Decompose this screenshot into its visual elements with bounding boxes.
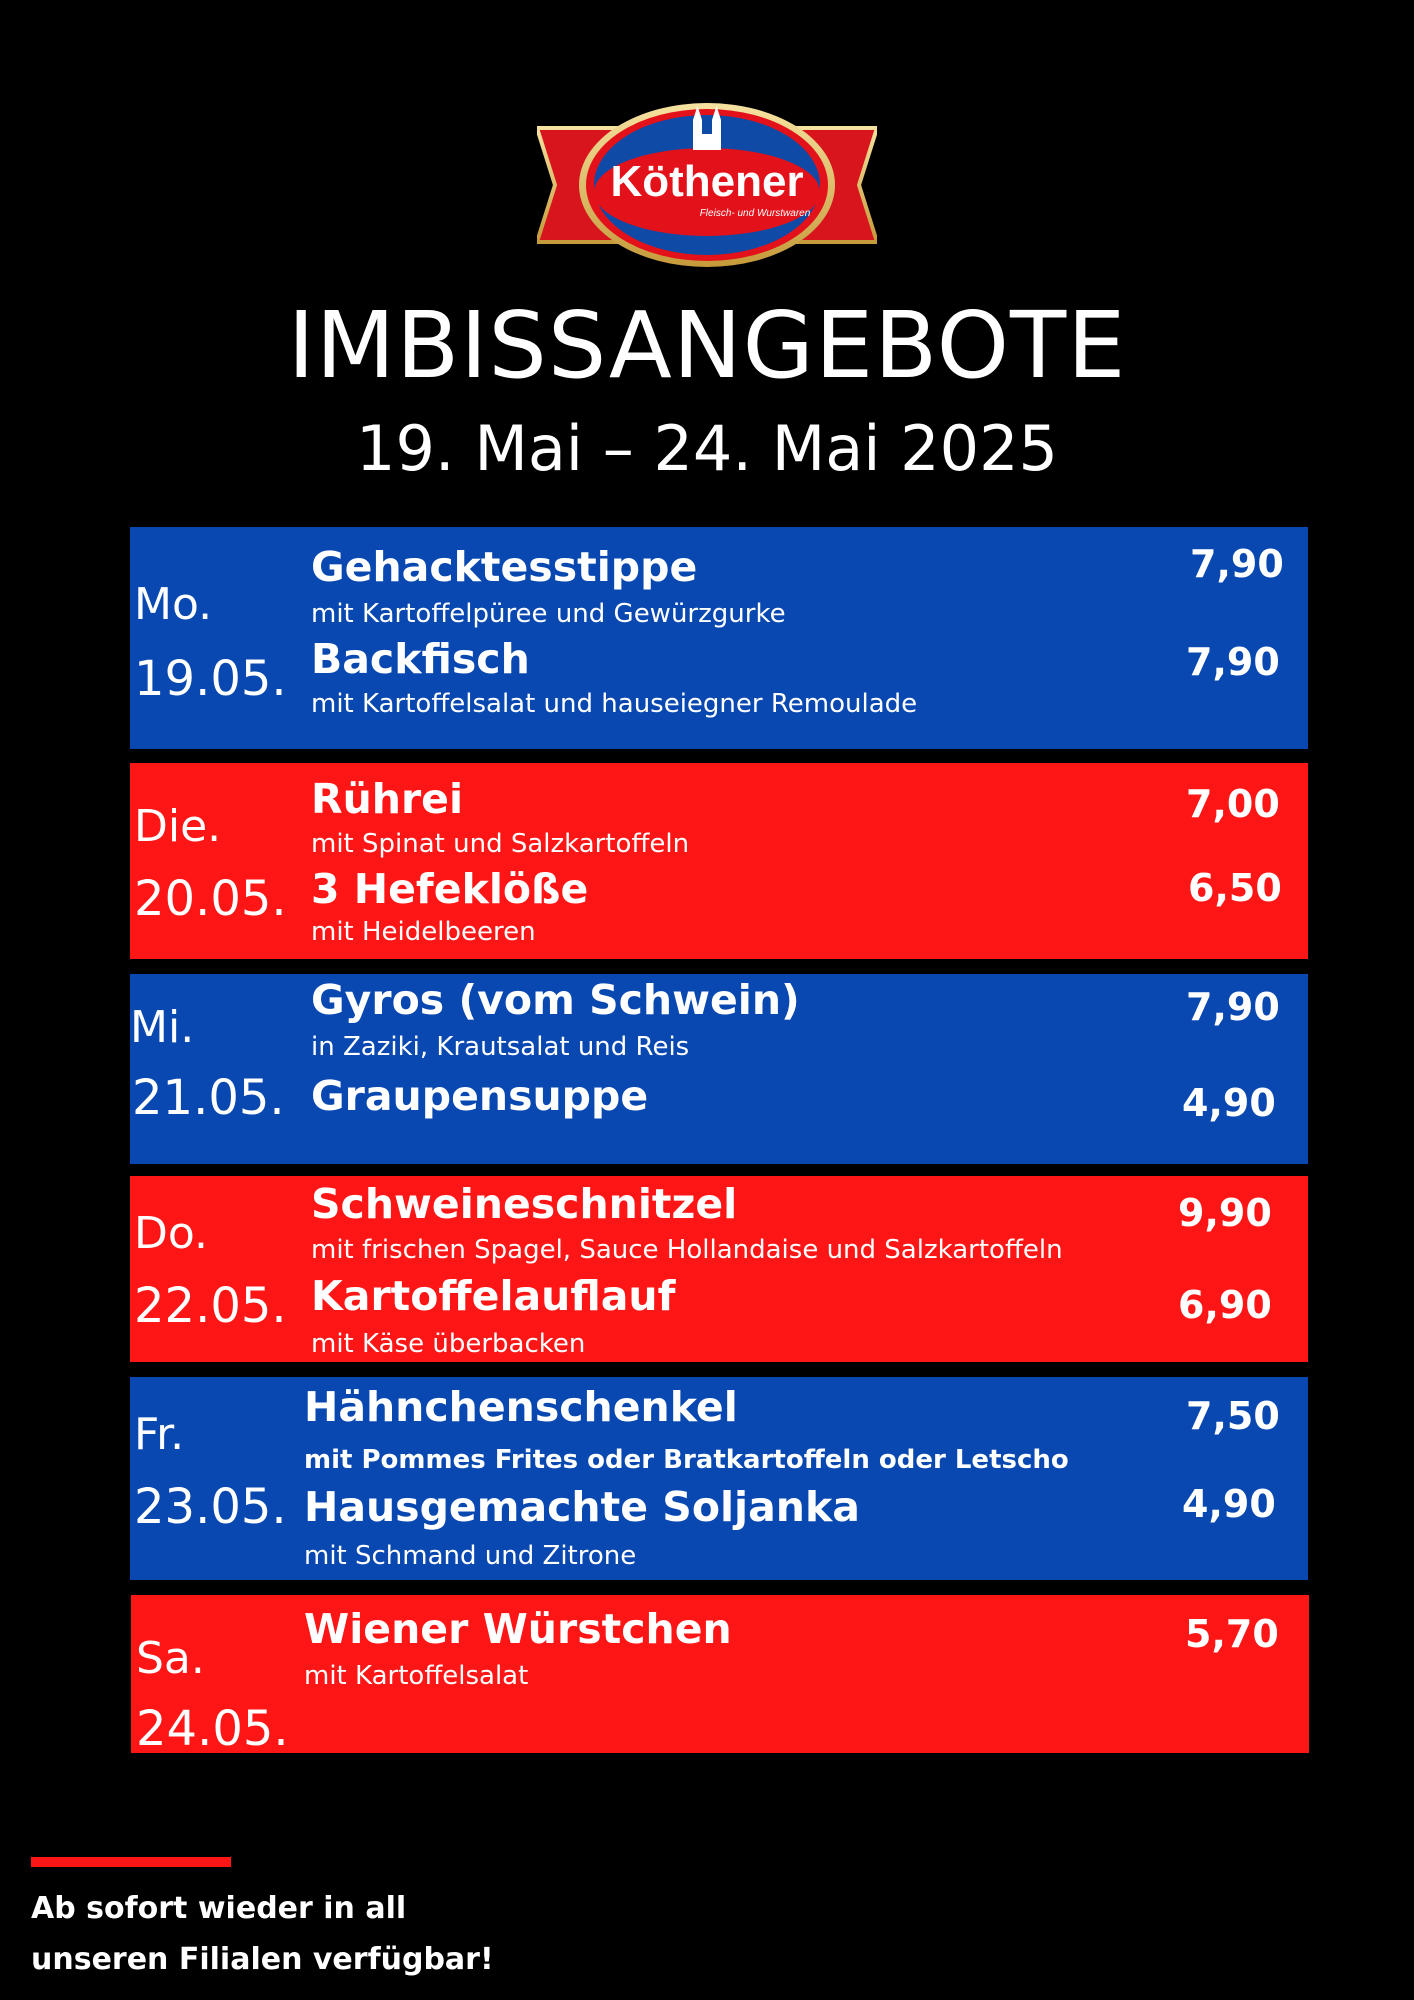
dish-price: 4,90 [1182,1081,1276,1125]
dish-price: 6,50 [1188,866,1282,910]
dish-name: 3 Hefeklöße [311,865,589,913]
dish-price: 7,90 [1190,542,1284,586]
dish-price: 6,90 [1178,1283,1272,1327]
day-block-saturday [131,1595,1309,1757]
day-date: 24.05. [136,1701,289,1757]
day-label: Fr. [134,1409,185,1460]
day-label: Mo. [134,579,213,630]
dish-name: Rührei [311,775,464,823]
dish-name: Gyros (vom Schwein) [311,976,800,1024]
dish-price: 4,90 [1182,1482,1276,1526]
dish-name: Graupensuppe [311,1072,649,1120]
day-label: Sa. [136,1633,205,1684]
dish-name: Kartoffelauflauf [311,1272,676,1320]
dish-description: mit Kartoffelsalat und hauseiegner Remoulade [311,689,918,719]
logo-tagline: Fleisch- und Wurstwaren [699,208,811,219]
day-date: 21.05. [132,1070,285,1126]
dish-price: 5,70 [1185,1612,1279,1656]
dish-name: Hähnchenschenkel [304,1383,738,1431]
day-date: 23.05. [134,1479,287,1535]
day-block-wednesday [130,974,1308,1164]
dish-price: 9,90 [1178,1191,1272,1235]
dish-name: Hausgemachte Soljanka [304,1483,860,1531]
footer-line-1: Ab sofort wieder in all [31,1891,407,1926]
date-range: 19. Mai – 24. Mai 2025 [356,412,1058,485]
day-label: Die. [134,801,222,852]
dish-price: 7,50 [1186,1394,1280,1438]
day-block-thursday [130,1176,1308,1362]
dish-description: mit Kartoffelpüree und Gewürzgurke [311,599,786,629]
dish-price: 7,00 [1186,782,1280,826]
dish-description: mit Kartoffelsalat [304,1661,529,1691]
day-block-friday [130,1377,1308,1580]
dish-description: mit frischen Spagel, Sauce Hollandaise und Salzkartoffeln [311,1235,1063,1265]
koethener-logo [537,100,877,270]
day-date: 22.05. [134,1278,287,1334]
dish-price: 7,90 [1186,640,1280,684]
dish-description: in Zaziki, Krautsalat und Reis [311,1032,690,1062]
dish-description: mit Heidelbeeren [311,917,536,947]
dish-name: Schweineschnitzel [311,1180,738,1228]
dish-description: mit Pommes Frites oder Bratkartoffeln oder Letscho [304,1445,1069,1475]
day-block-tuesday [130,763,1308,959]
logo-brand: Köthener [610,157,804,206]
dish-description: mit Spinat und Salzkartoffeln [311,829,690,859]
dish-price: 7,90 [1186,985,1280,1029]
dish-name: Gehacktesstippe [311,543,698,591]
day-date: 19.05. [134,651,287,707]
dish-name: Wiener Würstchen [304,1605,732,1653]
page-title: IMBISSANGEBOTE [287,292,1127,399]
day-block-monday [130,527,1308,749]
day-label: Do. [134,1208,209,1259]
day-label: Mi. [130,1002,195,1053]
dish-description: mit Käse überbacken [311,1329,586,1359]
day-date: 20.05. [134,871,287,927]
dish-description: mit Schmand und Zitrone [304,1541,637,1571]
footer-line-2: unseren Filialen verfügbar! [31,1942,494,1977]
footer-accent-line [31,1857,231,1867]
dish-name: Backfisch [311,635,530,683]
